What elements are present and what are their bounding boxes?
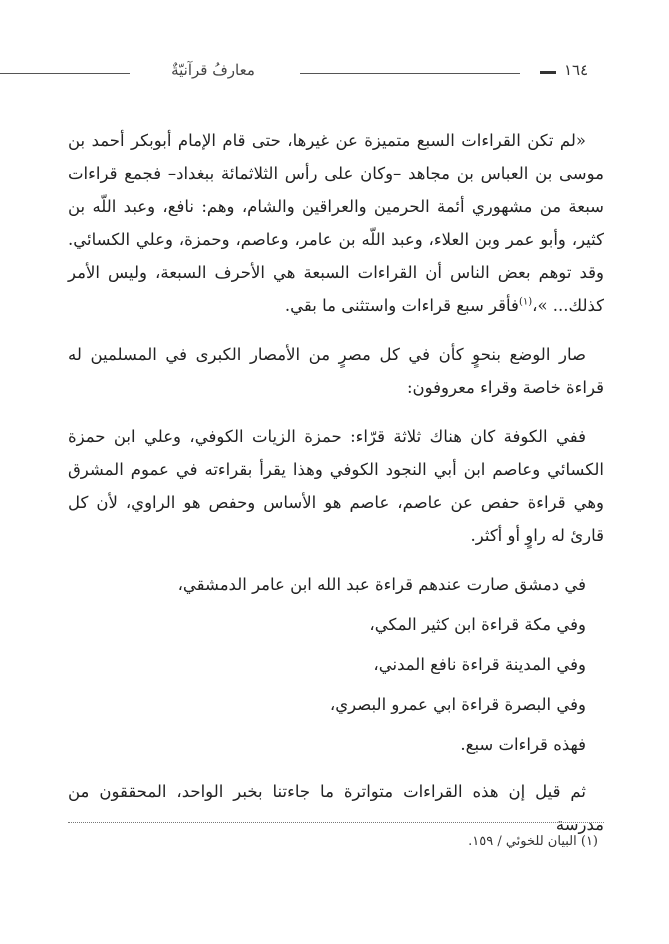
list-item: في دمشق صارت عندهم قراءة عبد الله ابن عامر الدمشقي، [177, 575, 586, 594]
paragraph-3: ففي الكوفة كان هناك ثلاثة قرّاء: حمزة الزيات الكوفي، وعلي ابن حمزة الكسائي وعاصم ابن أبي النجود الكوفي وهذا يقرأ بقراءته في عموم المشرق وهي قراءة حفص عن عاصم، عاصم هو الأساس وحفص هو الراوي، لأن كل قارئ له راوٍ أو أكثر. [68, 427, 604, 545]
footnote-ref[interactable]: (١) [518, 296, 533, 308]
footnote-divider [68, 822, 604, 823]
paragraph-2: صار الوضع بنحوٍ كأن في كل مصرٍ من الأمصار الكبرى في المسلمين له قراءة خاصة وقراء معروفون: [68, 345, 604, 397]
quote-end: فأقر سبع قراءات واستثنى ما بقي. [284, 296, 519, 315]
body-text [68, 124, 604, 841]
quote-paragraph [68, 124, 604, 322]
footnote: (١) البيان للخوئي / ١٥٩. [468, 834, 598, 849]
page-number: ١٦٤ [564, 61, 589, 79]
header-rule-right [300, 73, 520, 74]
page-header [0, 58, 669, 88]
paragraph-4: ثم قيل إن هذه القراءات متواترة ما جاءتنا بخبر الواحد، المحققون من مدرسة [68, 782, 604, 834]
list-item: فهذه قراءات سبع. [460, 735, 586, 754]
header-dash [540, 71, 556, 74]
list-item: وفي المدينة قراءة نافع المدني، [373, 655, 586, 674]
list-item: وفي مكة قراءة ابن كثير المكي، [369, 615, 586, 634]
running-title: معارفُ قرآنيّةٌ [171, 61, 255, 79]
header-rule-left [0, 73, 130, 74]
list-item: وفي البصرة قراءة ابي عمرو البصري، [329, 695, 586, 714]
quote-text: «لم تكن القراءات السبع متميزة عن غيرها، حتى قام الإمام أبوبكر أحمد بن موسى بن العباس بن مجاهد –وكان على رأس الثلاثمائة ببغداد– فجمع قراءات سبعة من مشهوري أئمة الحرمين والعراقين والشام، وهم: نافع، وعبد اللّه بن كثير، وأبو عمر وبن العلاء، وعبد اللّه بن عامر، وعاصم، وحمزة، وعلي الكسائي. وقد توهم بعض الناس أن القراءات السبعة هي الأحرف السبعة، وليس الأمر كذلك... »، [68, 131, 604, 315]
